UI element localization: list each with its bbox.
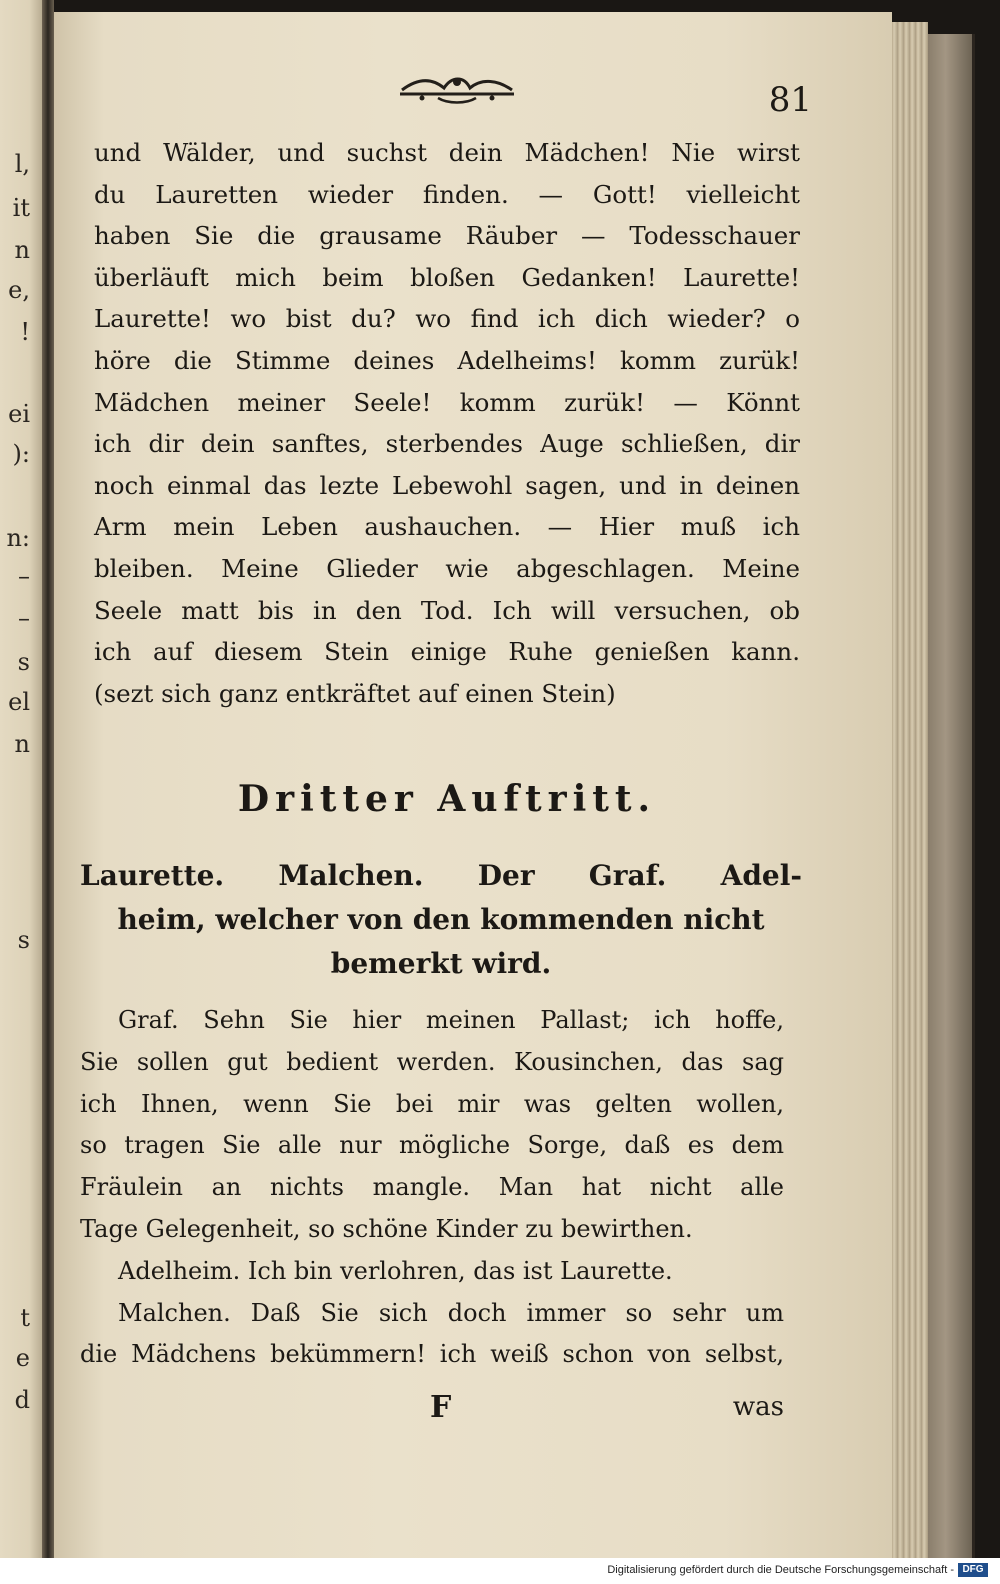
left-fragment: it (12, 194, 30, 222)
left-fragment: n (14, 730, 30, 758)
text-line: bleiben. Meine Glieder wie abgeschlagen. Meine (94, 553, 800, 583)
text-line: ich auf diesem Stein einige Ruhe genießen kann. (94, 637, 800, 667)
cast-line: heim, welcher von den kommenden nicht (117, 903, 765, 936)
signature-mark: F (430, 1390, 452, 1425)
text-line: du Lauretten wieder finden. — Gott! vielleicht (94, 179, 800, 209)
dialogue-line: Sie sollen gut bedient werden. Kousinchen, das sag (80, 1047, 784, 1076)
left-fragment: ! (20, 318, 30, 346)
left-fragment: s (17, 926, 30, 954)
cast-line: bemerkt wird. (330, 947, 552, 980)
catchword: was (732, 1392, 784, 1422)
left-fragment: l, (14, 150, 30, 178)
monologue-paragraph (94, 132, 800, 714)
dialogue-line: Graf. Sehn Sie hier meinen Pallast; ich hoffe, (118, 1006, 784, 1034)
text-line: Mädchen meiner Seele! komm zurük! — Könnt (94, 387, 800, 417)
text-line: (sezt sich ganz entkräftet auf einen Stein) (94, 678, 616, 708)
text-line: haben Sie die grausame Räuber — Todesschauer (94, 221, 800, 251)
dfg-logo: DFG (958, 1563, 988, 1577)
text-line: Laurette! wo bist du? wo find ich dich wieder? o (94, 304, 800, 334)
dialogue-line: ich Ihnen, wenn Sie bei mir was gelten wollen, (80, 1089, 784, 1118)
left-fragment: – (18, 604, 30, 632)
text-line: ich dir dein sanftes, sterbendes Auge schließen, dir (94, 429, 800, 459)
dialogue-line: die Mädchens bekümmern! ich weiß schon von selbst, (80, 1340, 784, 1369)
left-fragment: ): (12, 440, 30, 468)
book-gutter (42, 0, 54, 1558)
dialogue-line: Adelheim. Ich bin verlohren, das ist Laurette. (118, 1256, 673, 1285)
left-fragment: n: (6, 524, 30, 552)
ornament-icon (398, 68, 516, 108)
text-line: höre die Stimme deines Adelheims! komm zurük! (94, 345, 800, 375)
scene-heading: Dritter Auftritt. (237, 778, 657, 820)
left-fragment: s (17, 648, 30, 676)
dialogue-line: so tragen Sie alle nur mögliche Sorge, daß es dem (80, 1131, 784, 1160)
text-line: Arm mein Leben aushauchen. — Hier muß ich (94, 512, 800, 542)
text-line: Seele matt bis in den Tod. Ich will versuchen, ob (94, 595, 800, 625)
left-fragment: d (14, 1386, 30, 1414)
left-fragment: – (18, 562, 30, 590)
cast-list (80, 854, 802, 986)
dialogue-line: Fräulein an nichts mangle. Man hat nicht alle (80, 1173, 784, 1202)
left-fragment: el (8, 688, 30, 716)
funding-notice: Digitalisierung gefördert durch die Deutsche Forschungsgemeinschaft - (607, 1564, 954, 1576)
page-edges (892, 22, 928, 1558)
left-fragment: e, (8, 276, 30, 304)
text-line: noch einmal das lezte Lebewohl sagen, und in deinen (94, 470, 800, 500)
text-line: und Wälder, und suchst dein Mädchen! Nie wirst (94, 138, 800, 167)
left-fragment: n (14, 236, 30, 264)
page-number: 81 (768, 80, 812, 120)
book-cover-edge (928, 34, 975, 1558)
text-line: überläuft mich beim bloßen Gedanken! Laurette! (94, 262, 800, 292)
dialogue-line: Malchen. Daß Sie sich doch immer so sehr um (118, 1298, 784, 1327)
left-fragment: t (20, 1304, 30, 1332)
left-page-fragment (0, 0, 42, 1558)
left-fragment: e (15, 1344, 30, 1372)
dialogue-block (80, 1000, 784, 1376)
cast-line: Laurette. Malchen. Der Graf. Adel- (80, 859, 802, 892)
left-fragment: ei (8, 400, 30, 428)
dialogue-line: Tage Gelegenheit, so schöne Kinder zu bewirthen. (80, 1214, 693, 1243)
